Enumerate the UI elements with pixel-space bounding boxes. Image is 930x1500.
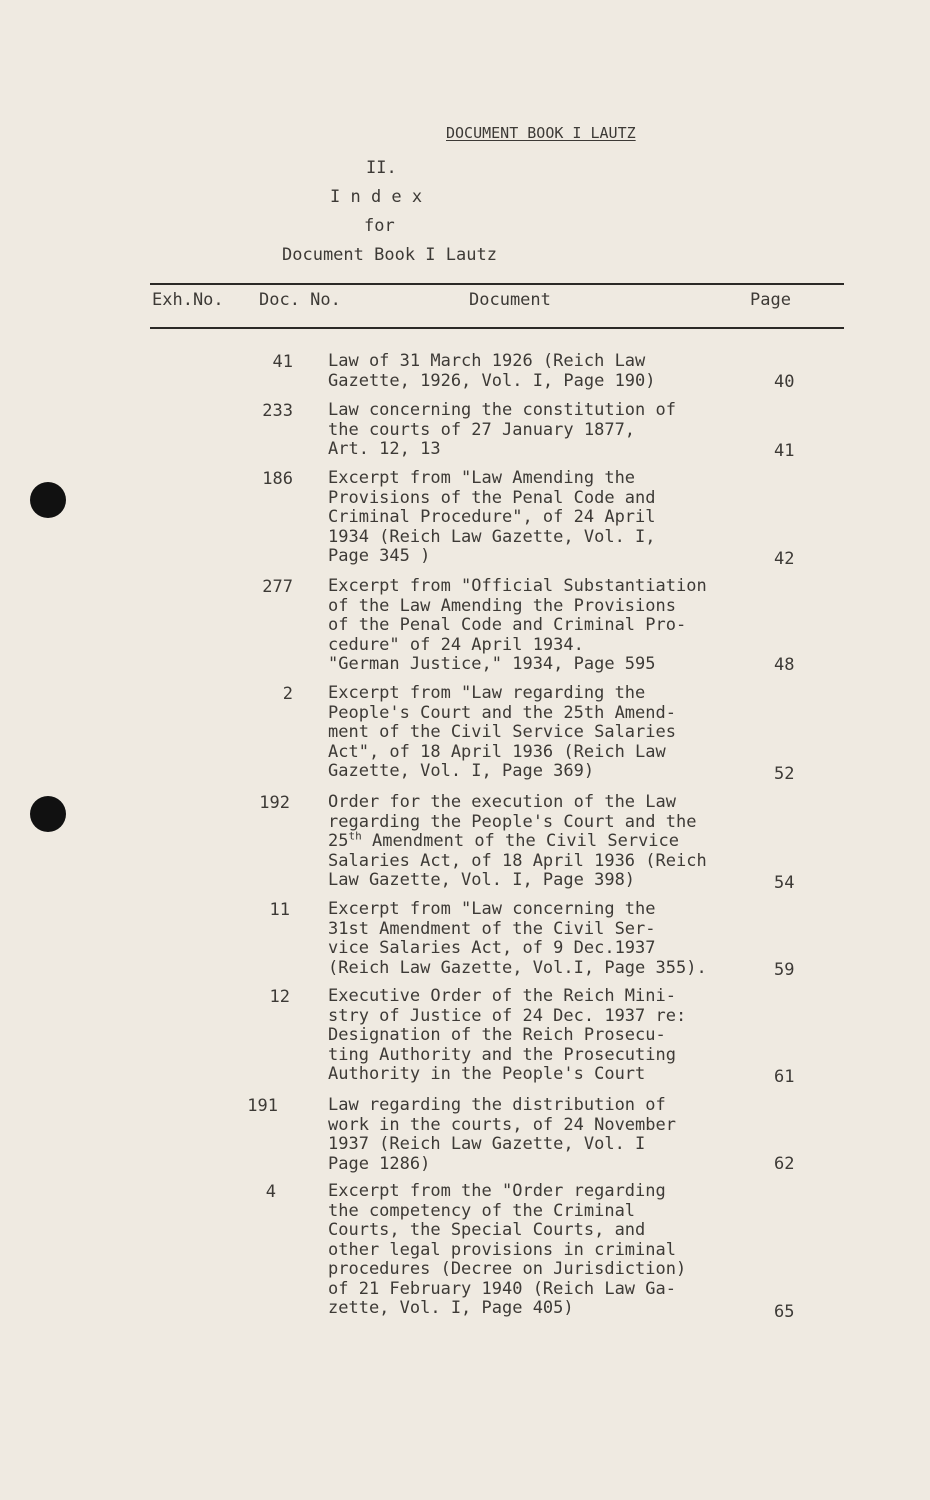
document-description: Law regarding the distribution of work in the courts, of 24 November 1937 (Reich Law Gazette, Vol. I Page 1286) bbox=[328, 1095, 676, 1174]
document-description: Law of 31 March 1926 (Reich Law Gazette, 1926, Vol. I, Page 190) bbox=[328, 351, 656, 391]
description-part-1: Order for the execution of the Law regarding the People's Court and the 25 bbox=[328, 792, 697, 851]
col-document: Document bbox=[469, 290, 551, 310]
page-number: 52 bbox=[774, 764, 795, 784]
page-number: 40 bbox=[774, 372, 795, 392]
punch-hole-top bbox=[30, 482, 66, 518]
doc-number: 41 bbox=[272, 352, 293, 372]
punch-hole-bottom bbox=[30, 796, 66, 832]
page-number: 59 bbox=[774, 960, 795, 980]
page-number: 65 bbox=[774, 1302, 795, 1322]
page-number: 61 bbox=[774, 1067, 795, 1087]
index-heading: I n d e x bbox=[330, 187, 423, 207]
top-rule bbox=[150, 283, 844, 285]
for-word: for bbox=[364, 216, 395, 236]
page-number: 54 bbox=[774, 873, 795, 893]
col-page: Page bbox=[750, 290, 791, 310]
document-description: Excerpt from "Law Amending the Provisions of the Penal Code and Criminal Procedure", of 24 April 1934 (Reich Law Gazette, Vol. I, Page 345 ) bbox=[328, 468, 656, 566]
col-exh-no: Exh.No. bbox=[152, 290, 224, 310]
doc-number: 233 bbox=[262, 401, 293, 421]
page-number: 48 bbox=[774, 655, 795, 675]
description-part-2: Amendment of the Civil Service Salaries Act, of 18 April 1936 (Reich Law Gazette, Vol. I, Page 398) bbox=[328, 831, 707, 890]
section-number: II. bbox=[366, 158, 397, 178]
doc-number: 2 bbox=[282, 684, 293, 704]
page-number: 41 bbox=[774, 441, 795, 461]
document-description: Executive Order of the Reich Mini- stry of Justice of 24 Dec. 1937 re: Designation of the Reich Prosecu- ting Authority and the Prosecuting Authority in the People's Court bbox=[328, 986, 687, 1084]
doc-number: 277 bbox=[262, 577, 293, 597]
page-number: 62 bbox=[774, 1154, 795, 1174]
document-description: Law concerning the constitution of the courts of 27 January 1877, Art. 12, 13 bbox=[328, 400, 676, 459]
index-subtitle: Document Book I Lautz bbox=[282, 245, 497, 265]
page-number: 42 bbox=[774, 549, 795, 569]
document-description: Excerpt from "Law concerning the 31st Amendment of the Civil Ser- vice Salaries Act, of 9 Dec.1937 (Reich Law Gazette, Vol.I, Page 355). bbox=[328, 899, 707, 978]
doc-number: 186 bbox=[262, 469, 293, 489]
header-rule bbox=[150, 327, 844, 329]
document-description: Excerpt from "Law regarding the People's Court and the 25th Amend- ment of the Civil Service Salaries Act", of 18 April 1936 (Reich Law Gazette, Vol. I, Page 369) bbox=[328, 683, 676, 781]
document-description: Excerpt from the "Order regarding the competency of the Criminal Courts, the Special Courts, and other legal provisions in criminal procedures (Decree on Jurisdiction) of 21 February 1940 (Reich Law Ga- zette, Vol. I, Page 405) bbox=[328, 1181, 687, 1318]
document-description: Excerpt from "Official Substantiation of the Law Amending the Provisions of the Penal Code and Criminal Pro- cedure" of 24 April 1934. "German Justice," 1934, Page 595 bbox=[328, 576, 707, 674]
doc-number: 192 bbox=[259, 793, 290, 813]
col-doc-no: Doc. No. bbox=[259, 290, 341, 310]
doc-number: 11 bbox=[269, 900, 290, 920]
book-title: DOCUMENT BOOK I LAUTZ bbox=[446, 124, 636, 142]
doc-number: 4 bbox=[265, 1182, 276, 1202]
doc-number: 12 bbox=[269, 987, 290, 1007]
ordinal-suffix: th bbox=[348, 829, 362, 843]
document-description bbox=[328, 793, 773, 891]
doc-number: 191 bbox=[247, 1096, 278, 1116]
